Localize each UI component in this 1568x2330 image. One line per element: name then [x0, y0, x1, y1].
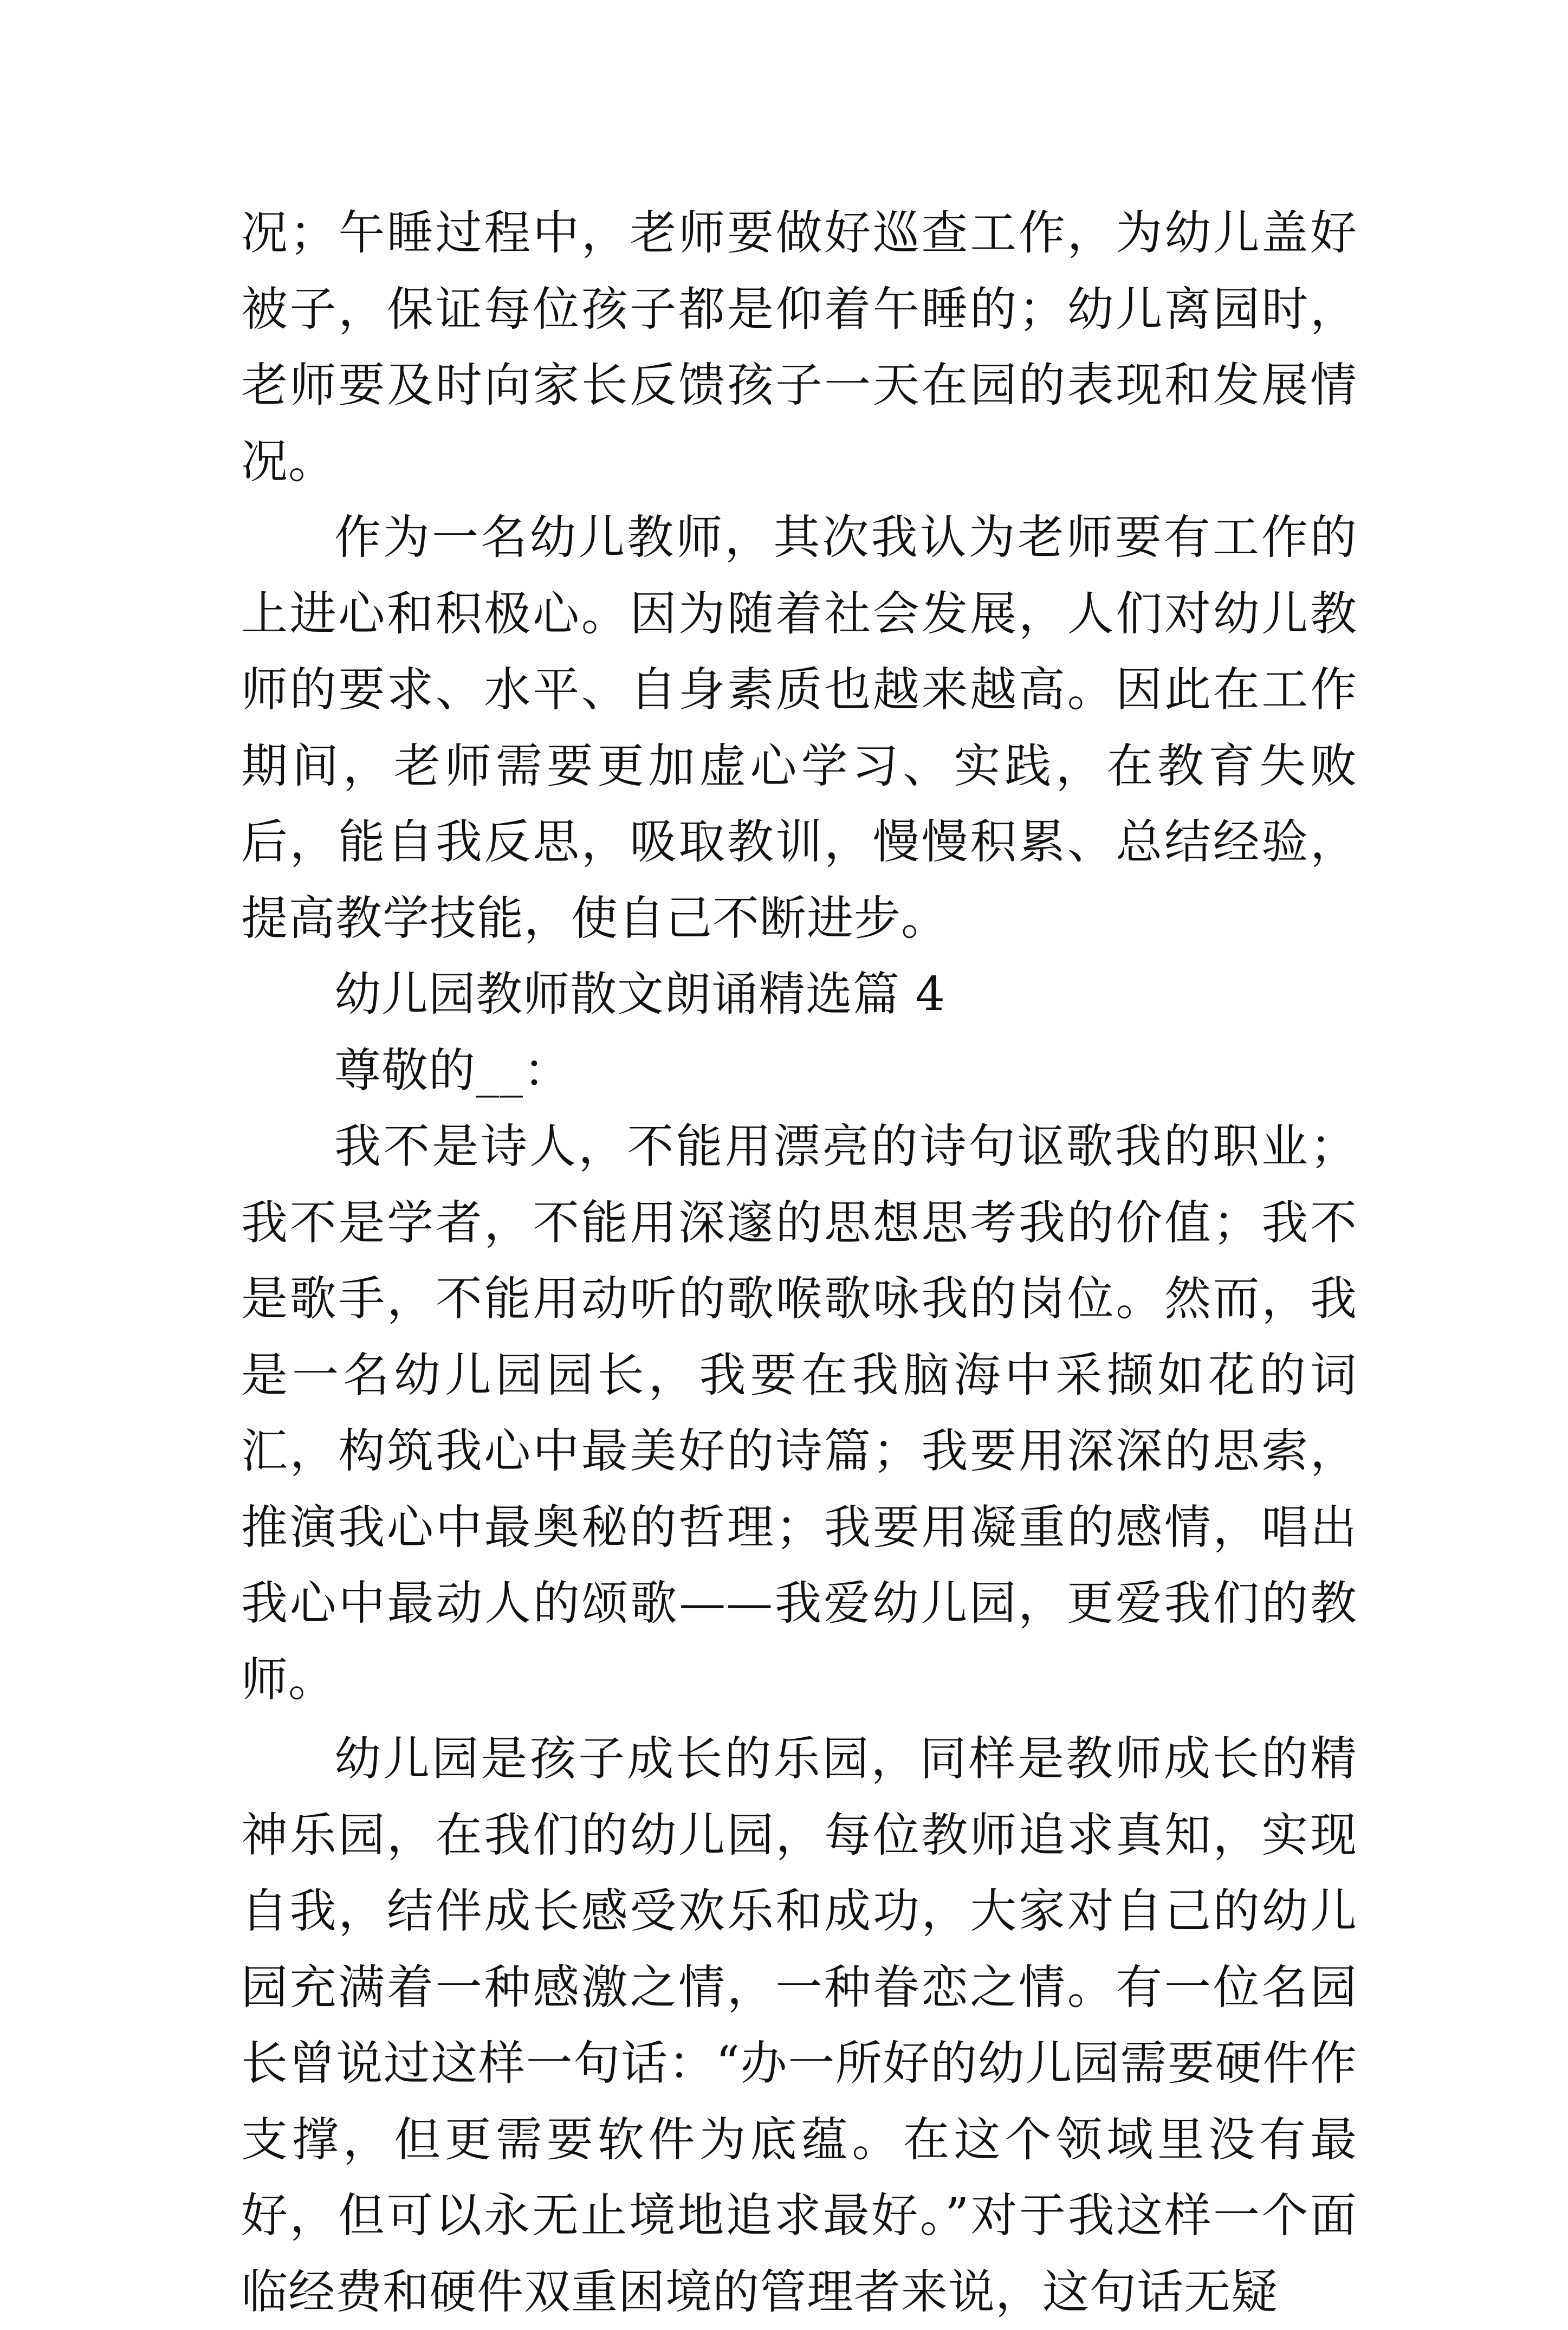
paragraph-kindergarten: 幼儿园是孩子成长的乐园，同样是教师成长的精神乐园，在我们的幼儿园，每位教师追求真知，实现自我，结伴成长感受欢乐和成功，大家对自己的幼儿园充满着一种感激之情，一种眷恋之情。有一位名园长曾说过这样一句话：“办一所好的幼儿园需要硬件作支撑，但更需要软件为底蕴。在这个领域里没有最好，但可以永无止境地追求最好。”对于我这样一个面临经费和硬件双重困境的管理者来说，这句话无疑: [241, 1732, 1357, 2319]
paragraph-intro: 我不是诗人，不能用漂亮的诗句讴歌我的职业；我不是学者，不能用深邃的思想思考我的价值；我不是歌手，不能用动听的歌喉歌咏我的岗位。然而，我是一名幼儿园园长，我要在我脑海中采撷如花的词汇，构筑我心中最美好的诗篇；我要用深深的思索，推演我心中最奥秘的哲理；我要用凝重的感情，唱出我心中最动人的颂歌——我爱幼儿园，更爱我们的教师。: [241, 1119, 1357, 1707]
salutation: 尊敬的__：: [334, 1043, 571, 1098]
paragraph-teacher-motivation: 作为一名幼儿教师，其次我认为老师要有工作的上进心和积极心。因为随着社会发展，人们对幼儿教师的要求、水平、自身素质也越来越高。因此在工作期间，老师需要更加虚心学习、实践，在教育失败后，能自我反思，吸取教训，慢慢积累、总结经验，提高教学技能，使自己不断进步。: [241, 510, 1357, 946]
section-heading: 幼儿园教师散文朗诵精选篇 4: [334, 967, 946, 1021]
paragraph-continuation: 况；午睡过程中，老师要做好巡查工作，为幼儿盖好被子，保证每位孩子都是仰着午睡的；幼儿离园时，老师要及时向家长反馈孩子一天在园的表现和发展情况。: [241, 206, 1357, 489]
document-body: [241, 195, 1357, 2330]
